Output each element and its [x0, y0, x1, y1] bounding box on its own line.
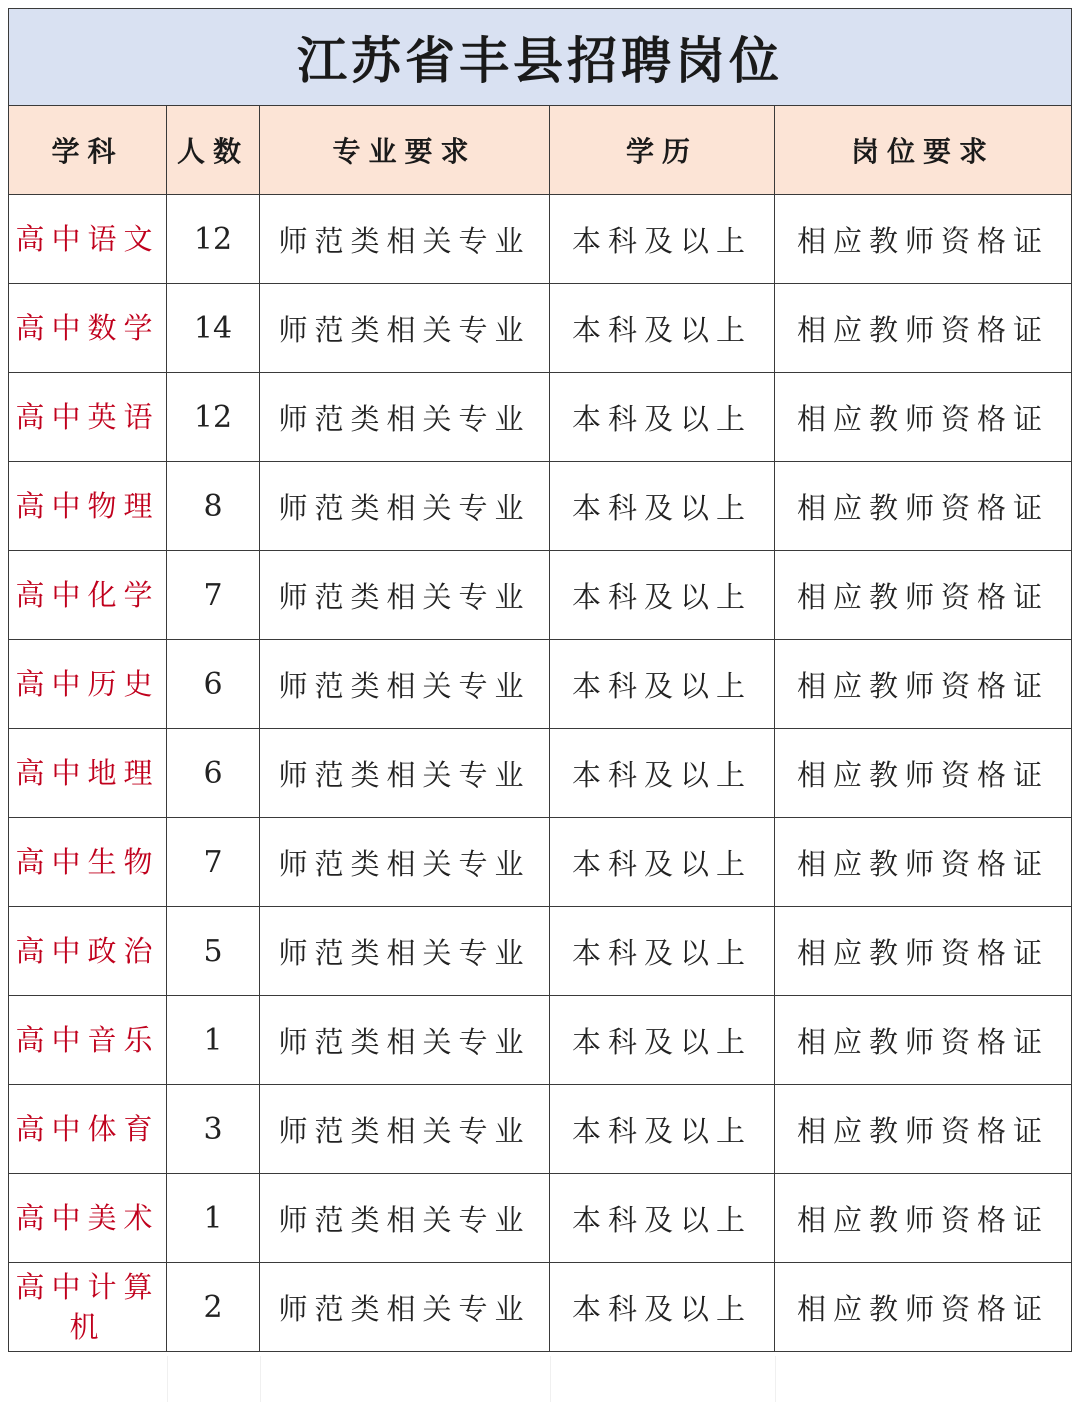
major-cell: 师范类相关专业: [260, 996, 550, 1085]
requirement-cell: 相应教师资格证: [775, 1263, 1072, 1352]
header-count: 人数: [167, 106, 260, 195]
requirement-cell: 相应教师资格证: [775, 1085, 1072, 1174]
requirement-cell: 相应教师资格证: [775, 551, 1072, 640]
requirement-cell: 相应教师资格证: [775, 996, 1072, 1085]
table-row: [9, 462, 1072, 551]
subject-cell: 高中历史: [9, 640, 167, 729]
count-cell: 5: [167, 907, 260, 996]
major-cell: 师范类相关专业: [260, 462, 550, 551]
education-cell: 本科及以上: [550, 729, 775, 818]
subject-cell: 高中化学: [9, 551, 167, 640]
major-cell: 师范类相关专业: [260, 373, 550, 462]
education-cell: 本科及以上: [550, 818, 775, 907]
count-cell: 6: [167, 640, 260, 729]
education-cell: 本科及以上: [550, 195, 775, 284]
table-row: [9, 818, 1072, 907]
table-row: [9, 729, 1072, 818]
major-cell: 师范类相关专业: [260, 907, 550, 996]
requirement-cell: 相应教师资格证: [775, 640, 1072, 729]
subject-cell: 高中音乐: [9, 996, 167, 1085]
count-cell: 14: [167, 284, 260, 373]
major-cell: 师范类相关专业: [260, 1174, 550, 1263]
subject-cell: 高中地理: [9, 729, 167, 818]
requirement-cell: 相应教师资格证: [775, 907, 1072, 996]
gridline-faint: [260, 1356, 261, 1402]
major-cell: 师范类相关专业: [260, 551, 550, 640]
table-row: [9, 1174, 1072, 1263]
count-cell: 12: [167, 373, 260, 462]
table-row: [9, 551, 1072, 640]
requirement-cell: 相应教师资格证: [775, 1174, 1072, 1263]
subject-cell: 高中语文: [9, 195, 167, 284]
education-cell: 本科及以上: [550, 551, 775, 640]
major-cell: 师范类相关专业: [260, 1263, 550, 1352]
requirement-cell: 相应教师资格证: [775, 462, 1072, 551]
count-cell: 7: [167, 818, 260, 907]
subject-cell: 高中政治: [9, 907, 167, 996]
gridline-faint: [775, 1356, 776, 1402]
header-subject: 学科: [9, 106, 167, 195]
major-cell: 师范类相关专业: [260, 195, 550, 284]
count-cell: 3: [167, 1085, 260, 1174]
count-cell: 8: [167, 462, 260, 551]
header-major: 专业要求: [260, 106, 550, 195]
count-cell: 6: [167, 729, 260, 818]
education-cell: 本科及以上: [550, 462, 775, 551]
education-cell: 本科及以上: [550, 640, 775, 729]
table-row: [9, 907, 1072, 996]
education-cell: 本科及以上: [550, 1174, 775, 1263]
table-row: [9, 373, 1072, 462]
requirement-cell: 相应教师资格证: [775, 195, 1072, 284]
requirement-cell: 相应教师资格证: [775, 284, 1072, 373]
table-row: [9, 1085, 1072, 1174]
requirement-cell: 相应教师资格证: [775, 373, 1072, 462]
count-cell: 12: [167, 195, 260, 284]
major-cell: 师范类相关专业: [260, 729, 550, 818]
gridline-faint: [550, 1356, 551, 1402]
table-row: [9, 1263, 1072, 1352]
education-cell: 本科及以上: [550, 907, 775, 996]
table-body: [9, 195, 1072, 1352]
subject-cell: 高中计算机: [9, 1263, 167, 1352]
major-cell: 师范类相关专业: [260, 640, 550, 729]
table-title: 江苏省丰县招聘岗位: [9, 9, 1072, 106]
count-cell: 2: [167, 1263, 260, 1352]
education-cell: 本科及以上: [550, 996, 775, 1085]
major-cell: 师范类相关专业: [260, 1085, 550, 1174]
subject-cell: 高中生物: [9, 818, 167, 907]
table-row: [9, 996, 1072, 1085]
subject-cell: 高中物理: [9, 462, 167, 551]
count-cell: 7: [167, 551, 260, 640]
major-cell: 师范类相关专业: [260, 284, 550, 373]
requirement-cell: 相应教师资格证: [775, 729, 1072, 818]
count-cell: 1: [167, 1174, 260, 1263]
education-cell: 本科及以上: [550, 1263, 775, 1352]
subject-cell: 高中数学: [9, 284, 167, 373]
requirement-cell: 相应教师资格证: [775, 818, 1072, 907]
education-cell: 本科及以上: [550, 1085, 775, 1174]
header-row: [9, 106, 1072, 195]
education-cell: 本科及以上: [550, 373, 775, 462]
count-cell: 1: [167, 996, 260, 1085]
table-row: [9, 640, 1072, 729]
table-row: [9, 195, 1072, 284]
subject-cell: 高中体育: [9, 1085, 167, 1174]
header-education: 学历: [550, 106, 775, 195]
subject-cell: 高中英语: [9, 373, 167, 462]
table-row: [9, 284, 1072, 373]
subject-cell: 高中美术: [9, 1174, 167, 1263]
recruitment-table-sheet: [8, 8, 1071, 1352]
recruitment-table: [8, 8, 1072, 1352]
education-cell: 本科及以上: [550, 284, 775, 373]
header-requirement: 岗位要求: [775, 106, 1072, 195]
gridline-faint: [167, 1356, 168, 1402]
major-cell: 师范类相关专业: [260, 818, 550, 907]
